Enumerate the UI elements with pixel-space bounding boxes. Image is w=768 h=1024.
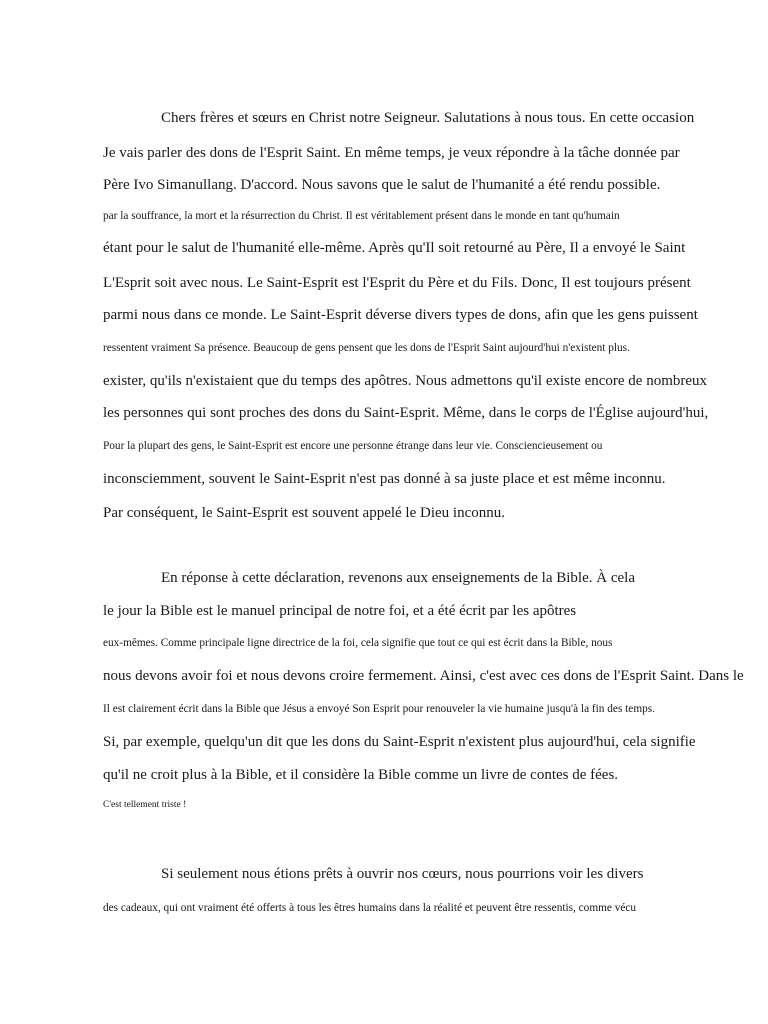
text-line: ressentent vraiment Sa présence. Beaucoup de gens pensent que les dons de l'Esprit Saint aujourd'hui n'existent plus. bbox=[103, 342, 630, 354]
text-line: étant pour le salut de l'humanité elle-même. Après qu'Il soit retourné au Père, Il a envoyé le Saint bbox=[103, 240, 686, 256]
text-line: Chers frères et sœurs en Christ notre Seigneur. Salutations à nous tous. En cette occasion bbox=[161, 110, 695, 126]
text-line: Par conséquent, le Saint-Esprit est souvent appelé le Dieu inconnu. bbox=[103, 505, 505, 521]
text-line: Il est clairement écrit dans la Bible que Jésus a envoyé Son Esprit pour renouveler la vie humaine jusqu'à la fin des temps. bbox=[103, 703, 655, 715]
text-line: Si seulement nous étions prêts à ouvrir nos cœurs, nous pourrions voir les divers bbox=[161, 866, 644, 882]
text-line: Père Ivo Simanullang. D'accord. Nous savons que le salut de l'humanité a été rendu possible. bbox=[103, 177, 661, 193]
text-line: Je vais parler des dons de l'Esprit Saint. En même temps, je veux répondre à la tâche donnée par bbox=[103, 145, 680, 161]
text-line: par la souffrance, la mort et la résurrection du Christ. Il est véritablement présent dans le monde en tant qu'humain bbox=[103, 210, 620, 222]
text-line: exister, qu'ils n'existaient que du temps des apôtres. Nous admettons qu'il existe encore de nombreux bbox=[103, 373, 708, 389]
text-line: C'est tellement triste ! bbox=[103, 800, 187, 810]
text-line: parmi nous dans ce monde. Le Saint-Esprit déverse divers types de dons, afin que les gens puissent bbox=[103, 307, 698, 323]
text-line: le jour la Bible est le manuel principal de notre foi, et a été écrit par les apôtres bbox=[103, 603, 577, 619]
text-line: les personnes qui sont proches des dons du Saint-Esprit. Même, dans le corps de l'Église aujourd'hui, bbox=[103, 405, 709, 421]
text-line: inconsciemment, souvent le Saint-Esprit n'est pas donné à sa juste place et est même inconnu. bbox=[103, 471, 666, 487]
text-line: des cadeaux, qui ont vraiment été offerts à tous les êtres humains dans la réalité et peuvent être ressentis, comme vécu bbox=[103, 902, 637, 914]
text-line: Pour la plupart des gens, le Saint-Esprit est encore une personne étrange dans leur vie. Consciencieusement ou bbox=[103, 440, 603, 452]
text-line: Si, par exemple, quelqu'un dit que les dons du Saint-Esprit n'existent plus aujourd'hui, cela signifie bbox=[103, 734, 696, 750]
text-line: qu'il ne croit plus à la Bible, et il considère la Bible comme un livre de contes de fées. bbox=[103, 767, 619, 783]
text-line: eux-mêmes. Comme principale ligne directrice de la foi, cela signifie que tout ce qui est écrit dans la Bible, nous bbox=[103, 637, 613, 649]
text-line: En réponse à cette déclaration, revenons aux enseignements de la Bible. À cela bbox=[161, 570, 635, 586]
text-line: nous devons avoir foi et nous devons croire fermement. Ainsi, c'est avec ces dons de l'Esprit Saint. Dans le bbox=[103, 668, 744, 684]
text-line: L'Esprit soit avec nous. Le Saint-Esprit est l'Esprit du Père et du Fils. Donc, Il est toujours présent bbox=[103, 275, 691, 291]
